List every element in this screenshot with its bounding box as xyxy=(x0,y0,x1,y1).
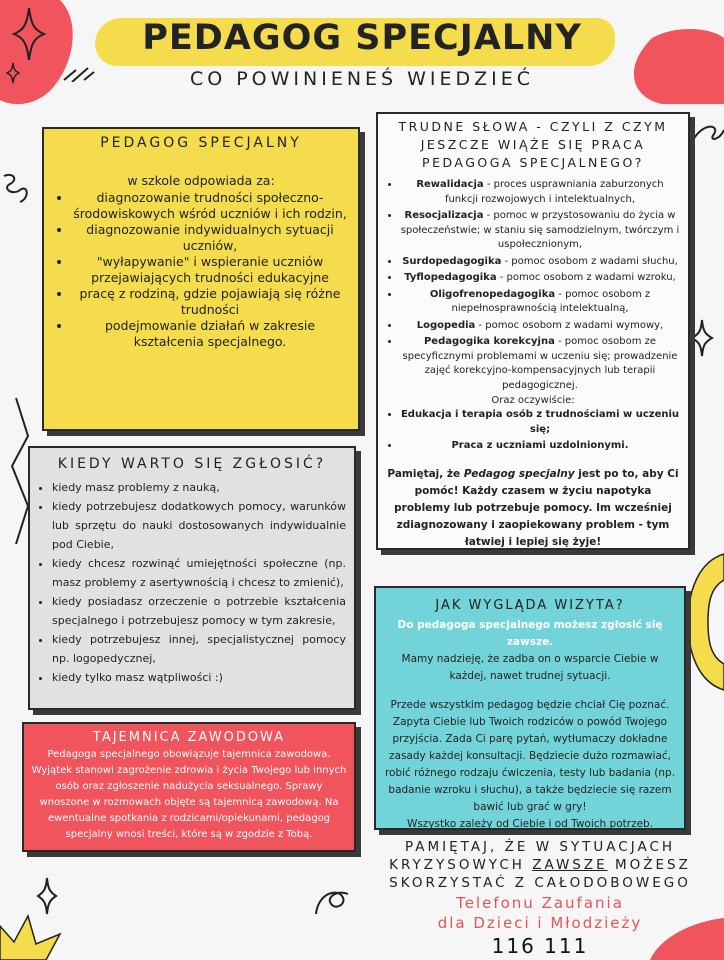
list-item: • kiedy potrzebujesz dodatkowych pomocy, warunków lub sprzętu do nauki dostosowanych indywidualnie pod Ciebie, xyxy=(52,497,346,554)
swirl-icon xyxy=(690,120,724,146)
terms-heading: TRUDNE SŁOWA - CZYLI Z CZYM JESZCZE WIĄŻE SIĘ PRACA PEDAGOGA SPECJALNEGO? xyxy=(398,119,668,170)
term-desc: - pomoc osobom z wadami słuchu, xyxy=(501,255,678,267)
list-item: • kiedy tylko masz wątpliwości :) xyxy=(52,668,346,687)
extra-item: Praca z uczniami uzdolnionymi. xyxy=(451,440,629,451)
list-item xyxy=(400,408,680,437)
crisis-line: MOŻESZ SKORZYSTAĆ Z CAŁODOBOWEGO xyxy=(389,857,691,891)
list-item xyxy=(400,209,680,253)
hotline-number: 116 111 xyxy=(491,934,589,958)
term-desc: - proces usprawniania zaburzonych funkcji rozwojowych i intelektualnych, xyxy=(444,179,664,205)
term-desc: - pomoc osobom z niepełnosprawnością intelektualną, xyxy=(451,288,651,314)
term: Tyflopedagogika xyxy=(404,272,497,283)
when-box xyxy=(28,446,356,710)
terms-note xyxy=(386,466,680,551)
visit-highlight: Do pedagoga specjalnego możesz zgłosić się zawsze. xyxy=(397,619,663,648)
secret-box xyxy=(22,722,356,852)
term: Resocjalizacja xyxy=(404,210,484,221)
list-item: • "wyłapywanie" i wspieranie uczniów przejawiających trudności edukacyjne xyxy=(72,254,348,286)
term: Oligofrenopedagogika xyxy=(429,288,556,300)
secret-text: Pedagoga specjalnego obowiązuje tajemnica zawodowa. Wyjątek stanowi zagrożenie zdrowia i życia Twojego lub innych osób oraz zgłoszenie nadużycia seksualnego. Sprawy wnoszone w rozmowach objęte są tajemnicą zawodową. Na ewentualne spotkania z rodzicami/opiekunami, pedagog specjalny wnosi treści, które są w zgodzie z Tobą. xyxy=(31,749,347,840)
list-item: • diagnozowanie trudności społeczno-środowiskowych wśród uczniów i ich rodzin, xyxy=(72,190,348,222)
swirl-icon xyxy=(312,884,352,918)
list-item xyxy=(400,439,680,454)
terms-extra-list xyxy=(378,408,688,454)
terms-also: Oraz oczywiście: xyxy=(491,395,575,406)
crisis-note xyxy=(360,838,720,892)
list-item xyxy=(400,288,680,317)
term: Logopedia xyxy=(416,319,476,331)
note-text: Pamiętaj, że xyxy=(387,467,464,480)
role-intro: w szkole odpowiada za: xyxy=(127,173,275,188)
yellow-star-bottom-left xyxy=(0,912,110,960)
role-box xyxy=(42,127,360,431)
term: Pedagogika korekcyjna xyxy=(423,336,555,347)
page-title: PEDAGOG SPECJALNY xyxy=(142,18,582,58)
term: Surdopedagogika xyxy=(402,255,502,267)
list-item: • diagnozowanie indywidualnych sytuacji uczniów, xyxy=(72,222,348,254)
term-desc: - pomoc osobom ze specyficznymi problemami w uczeniu się; prowadzenie zajęć korekcyjno-kompensacyjnych lub terapii pedagogicznej. xyxy=(402,336,678,391)
term-desc: - pomoc osobom z wadami wymowy, xyxy=(475,319,664,331)
yellow-ring-right xyxy=(688,552,724,692)
terms-box xyxy=(376,112,690,550)
list-item: • pracę z rodziną, gdzie pojawiają się różne trudności xyxy=(72,286,348,318)
when-heading: KIEDY WARTO SIĘ ZGŁOSIĆ? xyxy=(57,456,327,472)
list-item: • podejmowanie działań w zakresie kształcenia specjalnego. xyxy=(72,318,348,350)
sparkle-icon xyxy=(36,876,58,916)
visit-heading: JAK WYGLĄDA WIZYTA? xyxy=(435,598,625,613)
secret-heading: TAJEMNICA ZAWODOWA xyxy=(92,730,286,745)
list-item xyxy=(400,319,680,334)
hotline-line: Telefonu Zaufania xyxy=(456,894,624,912)
note-text: jest po to, aby Ci pomóc! Każdy czasem w życiu napotyka problemy lub potrzebuje pomocy. Im wcześniej zdiagnozowany i zaopiekowany problem - tym łatwiej i lepiej się żyje! xyxy=(394,467,679,548)
role-heading: PEDAGOG SPECJALNY xyxy=(100,135,302,151)
role-list xyxy=(44,190,358,350)
terms-list xyxy=(378,178,688,393)
visit-box xyxy=(374,586,686,830)
visit-paragraph: Wszystko zależy od Ciebie i od Twoich potrzeb. xyxy=(406,818,654,830)
page-subtitle: CO POWINIENEŚ WIEDZIEĆ xyxy=(189,68,535,90)
list-item: • kiedy potrzebujesz innej, specjalistycznej pomocy np. logopedycznej, xyxy=(52,630,346,668)
when-list xyxy=(30,478,354,687)
list-item: • kiedy posiadasz orzeczenie o potrzebie kształcenia specjalnego i potrzebujesz pomocy w tym zakresie, xyxy=(52,592,346,630)
list-item xyxy=(400,335,680,393)
crisis-always: ZAWSZE xyxy=(532,857,608,873)
term: Rewalidacja xyxy=(416,179,484,190)
extra-item: Edukacja i terapia osób z trudnościami w uczeniu się; xyxy=(400,409,680,435)
list-item: • kiedy chcesz rozwinąć umiejętności społeczne (np. masz problemy z asertywnością i chcesz to zmienić), xyxy=(52,554,346,592)
list-item xyxy=(400,271,680,286)
list-item: • kiedy masz problemy z nauką, xyxy=(52,478,346,497)
hotline-line: dla Dzieci i Młodzieży xyxy=(437,914,643,932)
term-desc: - pomoc w przystosowaniu do życia w społeczeństwie; w staniu się samodzielnym, twórczym i uspołecznionym, xyxy=(400,210,680,250)
list-item xyxy=(400,178,680,207)
term-desc: - pomoc osobom z wadami wzroku, xyxy=(496,272,676,283)
squiggle-icon xyxy=(0,170,36,210)
hotline-name xyxy=(360,893,720,933)
visit-paragraph: Przede wszystkim pedagog będzie chciał Cię poznać. Zapyta Ciebie lub Twoich rodziców o powód Twojego przyjścia. Zada Ci parę pytań, wytłumaczy dokładne zasady każdej konsultacji. Będziecie dużo rozmawiać, robić różnego rodzaju ćwiczenia, testy lub badania (np. badanie wzroku i słuchu), a także będziecie się razem bawić lub grać w gry! xyxy=(384,699,676,813)
note-italic: Pedagog specjalny xyxy=(463,467,575,480)
crisis-line: PAMIĘTAJ, ŻE W SYTUACJACH KRYZYSOWYCH xyxy=(389,839,676,873)
visit-paragraph: Mamy nadzieję, że zadba on o wsparcie Ciebie w każdej, nawet trudnej sytuacji. xyxy=(401,653,659,682)
list-item xyxy=(400,255,680,270)
